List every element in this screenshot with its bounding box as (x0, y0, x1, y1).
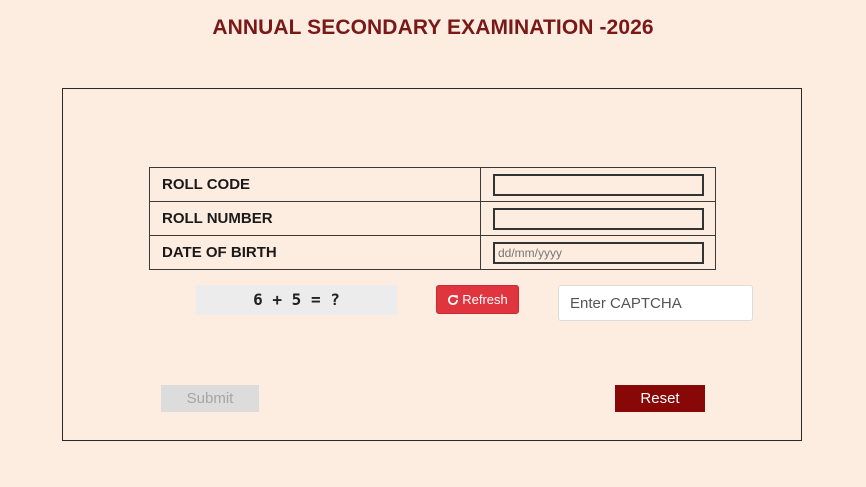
captcha-challenge: 6 + 5 = ? (196, 285, 397, 315)
page-title: ANNUAL SECONDARY EXAMINATION -2026 (212, 16, 654, 39)
captcha-input[interactable] (558, 285, 753, 321)
date-of-birth-input[interactable] (493, 242, 704, 264)
table-row (150, 168, 716, 202)
roll-code-label: ROLL CODE (150, 168, 481, 202)
submit-button[interactable]: Submit (161, 385, 259, 412)
roll-number-label: ROLL NUMBER (150, 202, 481, 236)
table-row (150, 236, 716, 270)
refresh-label: Refresh (462, 292, 508, 307)
roll-number-input[interactable] (493, 208, 704, 230)
date-of-birth-label: DATE OF BIRTH (150, 236, 481, 270)
table-row (150, 202, 716, 236)
refresh-icon (447, 294, 459, 306)
login-fields-table (149, 167, 716, 270)
reset-button[interactable]: Reset (615, 385, 705, 412)
roll-code-input[interactable] (493, 174, 704, 196)
refresh-captcha-button[interactable] (436, 285, 519, 314)
